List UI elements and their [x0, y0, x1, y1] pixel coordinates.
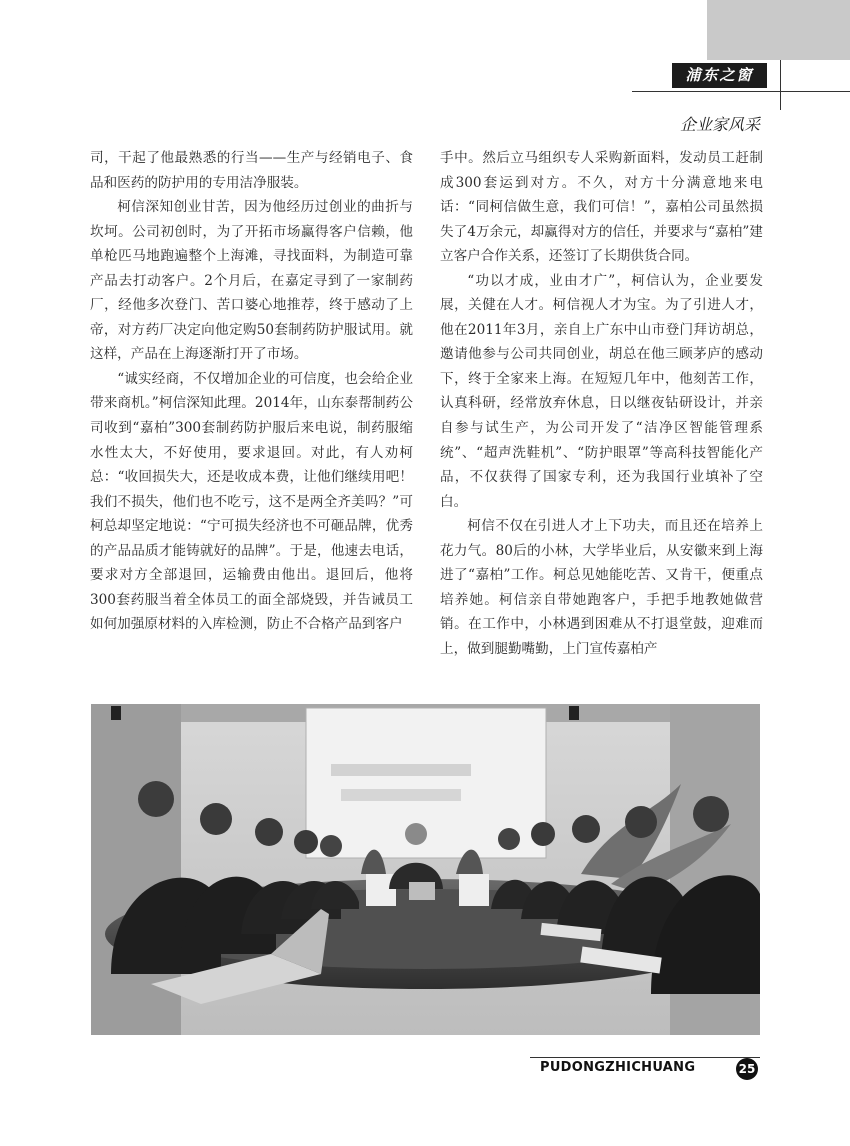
header-vertical-rule: [780, 60, 781, 110]
paragraph: 柯信深知创业甘苦，因为他经历过创业的曲折与坎坷。公司初创时，为了开拓市场赢得客户信赖，他单枪匹马地跑遍整个上海滩，寻找面料，为制造可靠产品去打动客户。2个月后，在嘉定寻到了一家制药厂，经他多次登门、苦口婆心地推荐，终于感动了上帝，对方药厂决定向他定购50套制药防护服试用。就这样，产品在上海逐渐打开了市场。: [90, 199, 413, 363]
article-column-right: [440, 146, 763, 661]
section-title: 企业家风采: [679, 115, 760, 134]
header-gray-block: [707, 0, 850, 60]
header-rule: [632, 91, 850, 92]
paragraph: “诚实经商，不仅增加企业的可信度，也会给企业带来商机。”柯信深知此理。2014年，山东泰帮制药公司收到“嘉柏”300套制药防护服后来电说，制药服缩水性太大，不好使用，要求退回。对此，有人劝柯总：“收回损失大，还是收成本费，让他们继续用吧！我们不损失，他们也不吃亏，这不是两全齐美吗？”可柯总却坚定地说：“宁可损失经济也不可砸品牌，优秀的产品品质才能铸就好的品牌”。于是，他速去电话，要求对方全部退回，运输费由他出。退回后，他将300套药服当着全体员工的面全部烧毁，并告诫员工如何加强原材料的入库检测，防止不合格产品到客户: [90, 370, 413, 633]
footer-rule: [530, 1057, 760, 1058]
paragraph: “功以才成，业由才广”，柯信认为，企业要发展，关健在人才。柯信视人才为宝。为了引进人才，他在2011年3月，亲自上广东中山市登门拜访胡总，邀请他参与公司共同创业，胡总在他三顾茅庐的感动下，终于全家来上海。在短短几年中，他刻苦工作，认真科研，经常放弃休息，日以继夜钻研设计，并亲自参与试生产，为公司开发了“洁净区智能管理系统”、“超声洗鞋机”、“防护眼罩”等高科技智能化产品，不仅获得了国家专利，还为我国行业填补了空白。: [440, 272, 763, 510]
paragraph: 司，干起了他最熟悉的行当——生产与经销电子、食品和医药的防护用的专用洁净服装。: [90, 150, 413, 191]
meeting-photo: [91, 704, 760, 1035]
footer-brand: PUDONGZHICHUANG: [540, 1060, 696, 1075]
page-number: 25: [736, 1058, 758, 1080]
article-column-left: [90, 146, 413, 637]
paragraph: 手中。然后立马组织专人采购新面料，发动员工赶制成300套运到对方。不久，对方十分满意地来电话：“同柯信做生意，我们可信！”，嘉柏公司虽然损失了4万余元，却赢得对方的信任，并要求与“嘉柏”建立客户合作关系，还签订了长期供货合同。: [440, 150, 763, 265]
magazine-brand: 浦东之窗: [685, 66, 754, 84]
magazine-brand-bar: [672, 63, 767, 88]
paragraph: 柯信不仅在引进人才上下功夫，而且还在培养上花力气。80后的小林，大学毕业后，从安徽来到上海进了“嘉柏”工作。柯总见她能吃苦、又肯干，便重点培养她。柯信亲自带她跑客户，手把手地教她做营销。在工作中，小林遇到困难从不打退堂鼓，迎难而上，做到腿勤嘴勤，上门宣传嘉柏产: [440, 518, 763, 657]
